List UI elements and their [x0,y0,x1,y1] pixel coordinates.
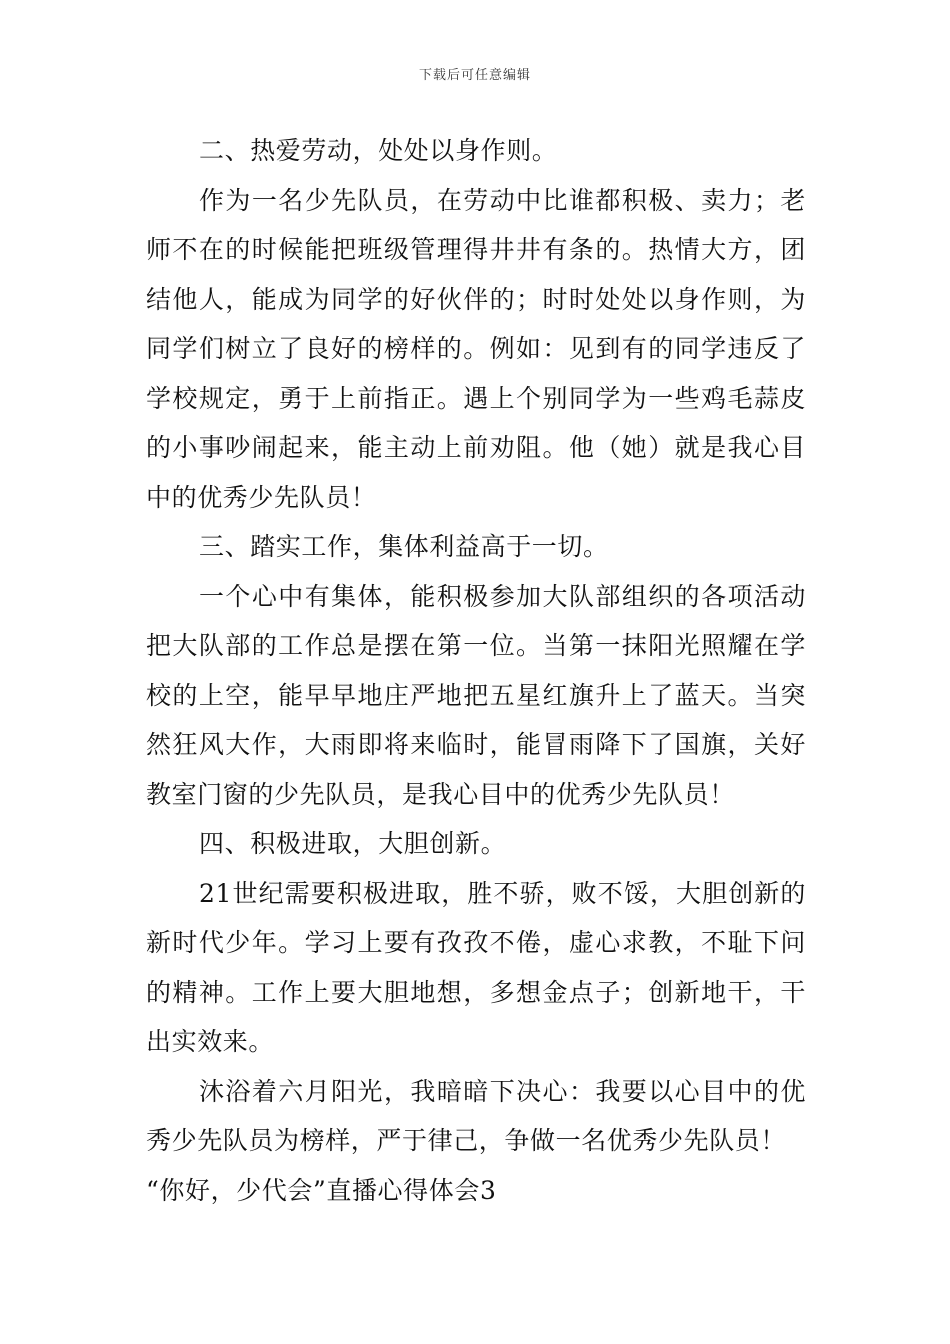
paragraph-resolution: 沐浴着六月阳光，我暗暗下决心：我要以心目中的优秀少先队员为榜样，严于律己，争做一名优秀少先队员！ [146,1076,806,1155]
page-header-note: 下载后可任意编辑 [418,68,531,83]
heading-four: 四、积极进取，大胆创新。 [199,829,507,858]
paragraph-collective: 一个心中有集体，能积极参加大队部组织的各项活动把大队部的工作总是摆在第一位。当第一抹阳光照耀在学校的上空，能早早地庄严地把五星红旗升上了蓝天。当突然狂风大作，大雨即将来临时，能冒雨降下了国旗，关好教室门窗的少先队员，是我心目中的优秀少先队员！ [146,581,806,809]
document-body [146,126,806,1215]
section-title: “你好，少代会”直播心得体会3 [146,1175,497,1205]
heading-three: 三、踏实工作，集体利益高于一切。 [199,532,609,561]
heading-two: 二、热爱劳动，处处以身作则。 [199,136,558,165]
paragraph-labor: 作为一名少先队员，在劳动中比谁都积极、卖力；老师不在的时候能把班级管理得井井有条的。热情大方，团结他人，能成为同学的好伙伴的；时时处处以身作则，为同学们树立了良好的榜样的。例如：见到有的同学违反了学校规定，勇于上前指正。遇上个别同学为一些鸡毛蒜皮的小事吵闹起来，能主动上前劝阻。他（她）就是我心目中的优秀少先队员！ [146,185,806,512]
paragraph-innovation: 21世纪需要积极进取，胜不骄，败不馁，大胆创新的新时代少年。学习上要有孜孜不倦，虚心求教，不耻下问的精神。工作上要大胆地想，多想金点子；创新地干，干出实效来。 [146,878,806,1056]
